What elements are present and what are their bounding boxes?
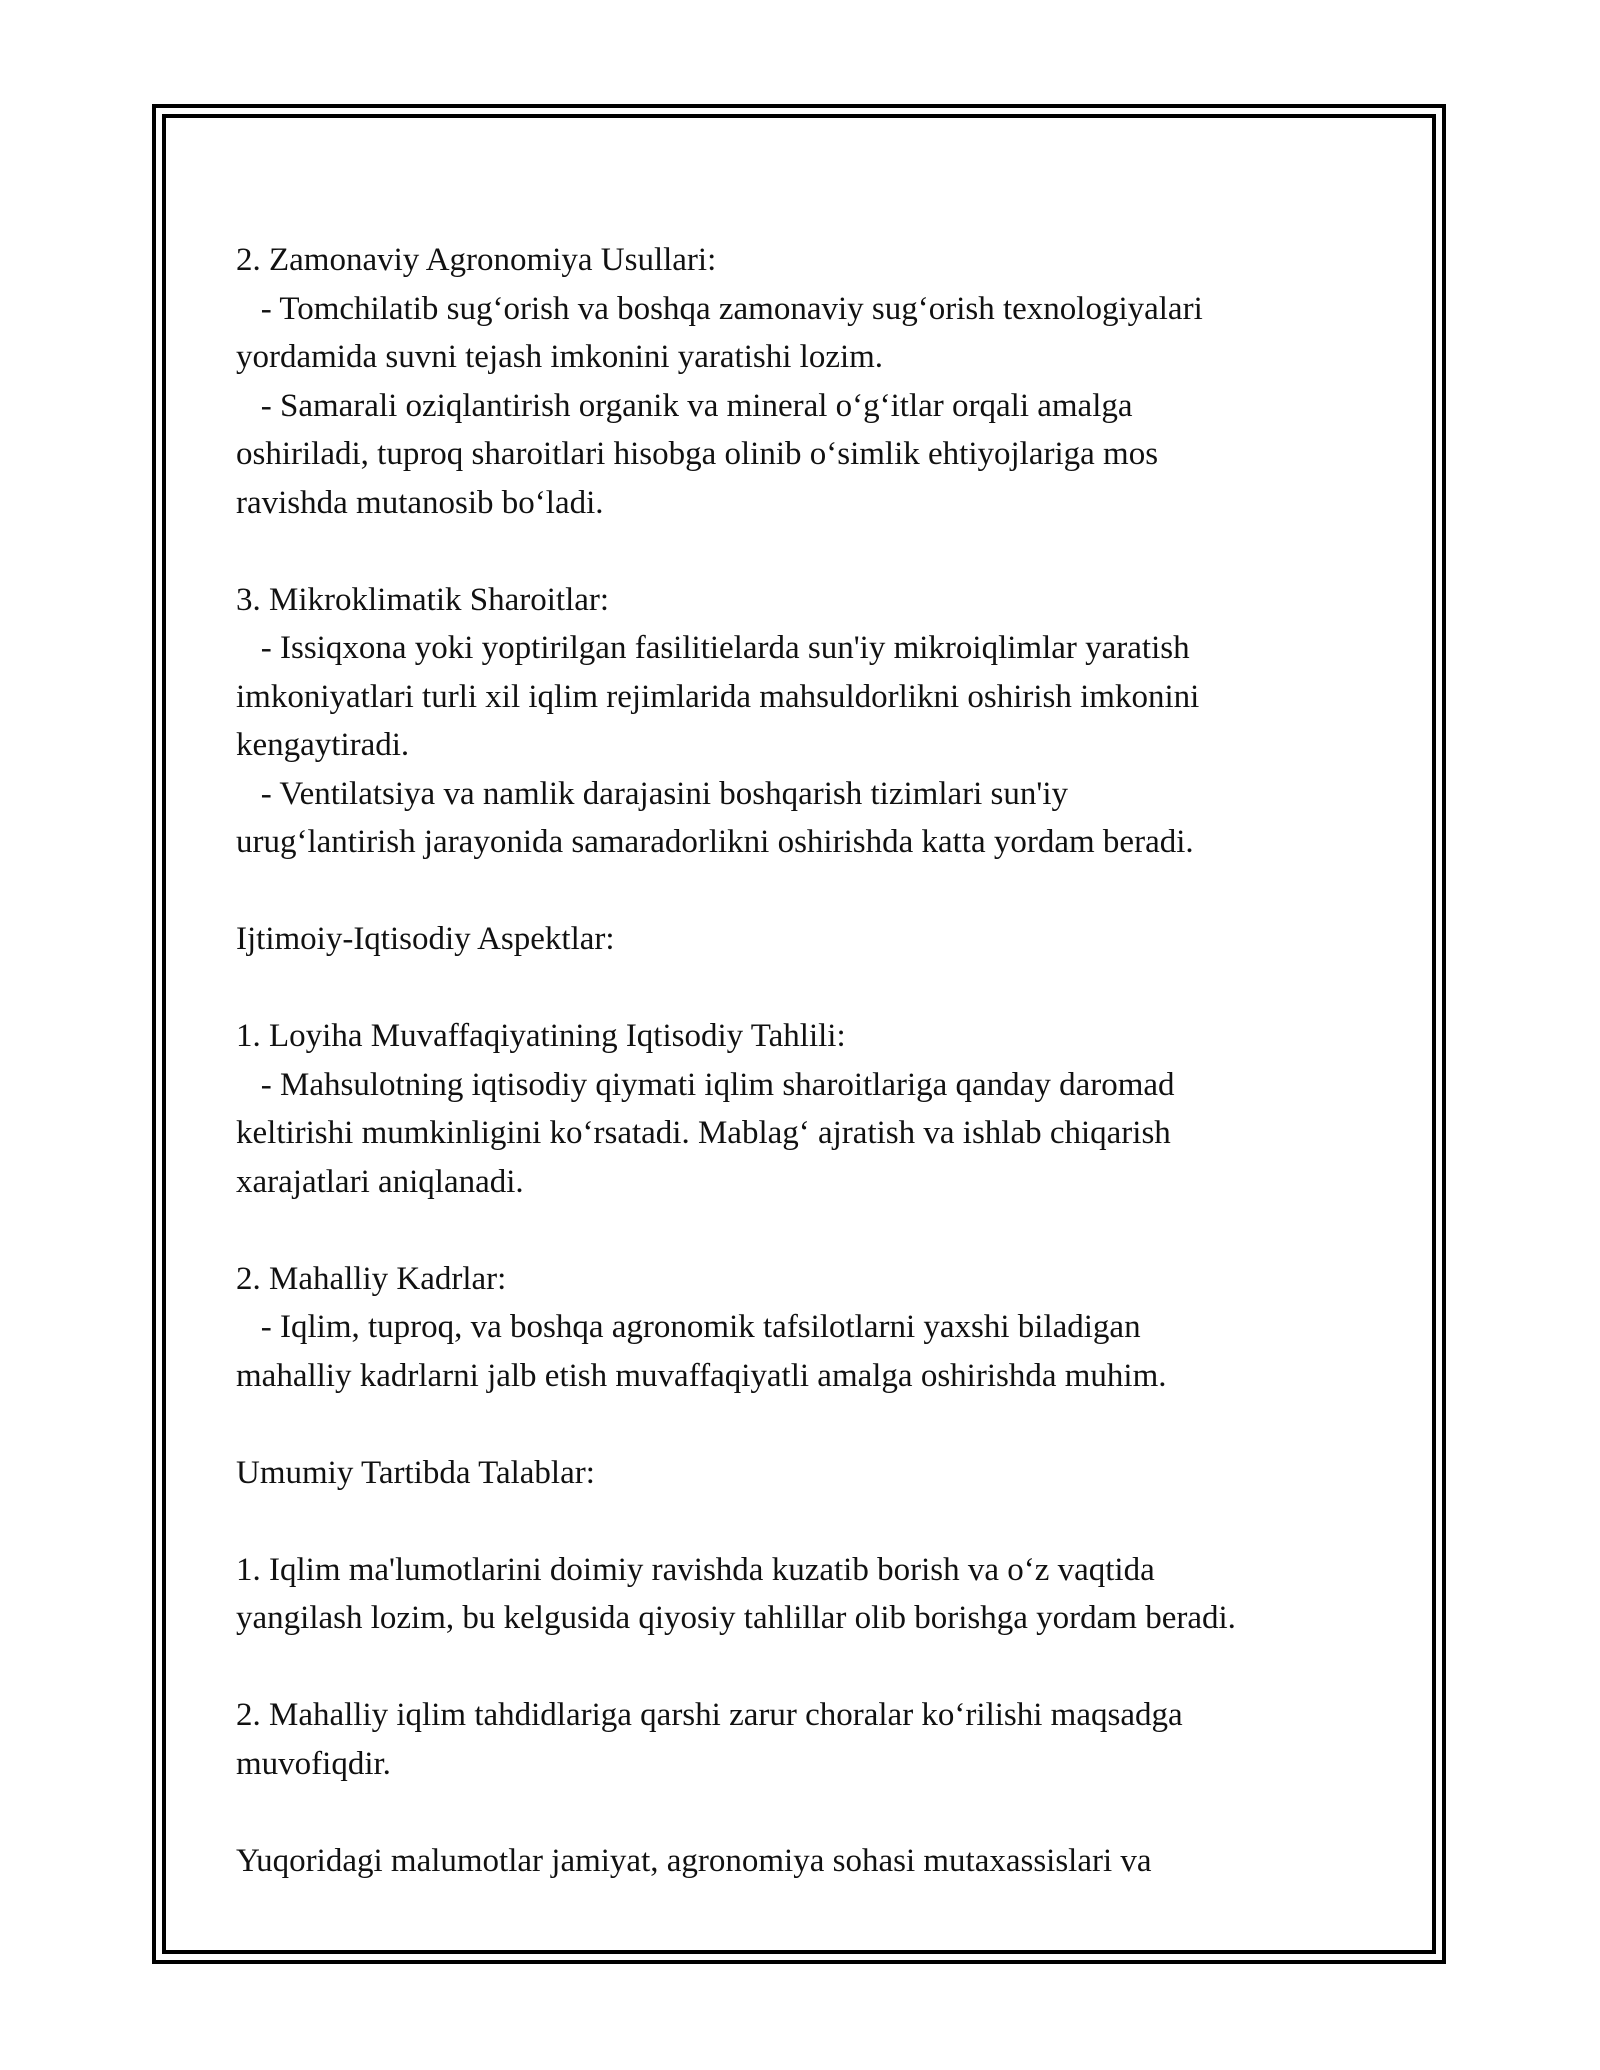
spacer [236, 867, 1360, 916]
paragraph-line: Yuqoridagi malumotlar jamiyat, agronomiya sohasi mutaxassislari va [236, 1842, 1152, 1879]
section-heading: Umumiy Tartibda Talablar: [236, 1454, 595, 1491]
section-local-staff [236, 1255, 1360, 1401]
paragraph-line: - Samarali oziqlantirish organik va mineral o‘g‘itlar orqali amalga [236, 387, 1133, 424]
paragraph-line: kengaytiradi. [236, 727, 410, 763]
spacer [236, 527, 1360, 576]
paragraph-line: mahalliy kadrlarni jalb etish muvaffaqiyatli amalga oshirishda muhim. [236, 1357, 1167, 1394]
spacer [236, 1497, 1360, 1546]
paragraph-line: - Iqlim, tuproq, va boshqa agronomik tafsilotlarni yaxshi biladigan [236, 1309, 1141, 1345]
section-heading: 2. Zamonaviy Agronomiya Usullari: [236, 242, 717, 278]
section-economic-analysis [236, 1012, 1360, 1206]
paragraph-line: ravishda mutanosib bo‘ladi. [236, 484, 604, 521]
section-requirement-2 [236, 1691, 1360, 1788]
section-heading: Ijtimoiy-Iqtisodiy Aspektlar: [236, 921, 615, 957]
spacer [236, 1206, 1360, 1255]
section-socio-economic [236, 915, 1360, 964]
paragraph-line: urug‘lantirish jarayonida samaradorlikni oshirishda katta yordam beradi. [236, 824, 1194, 860]
paragraph-line: keltirishi mumkinligini ko‘rsatadi. Mablag‘ ajratish va ishlab chiqarish [236, 1115, 1171, 1151]
section-heading: 2. Mahalliy Kadrlar: [236, 1260, 507, 1297]
paragraph-line: xarajatlari aniqlanadi. [236, 1163, 524, 1200]
paragraph-line: - Tomchilatib sug‘orish va boshqa zamonaviy sug‘orish texnologiyalari [236, 290, 1203, 327]
section-heading: 3. Mikroklimatik Sharoitlar: [236, 581, 610, 618]
paragraph-line: - Issiqxona yoki yoptirilgan fasilitielarda sun'iy mikroiqlimlar yaratish [236, 630, 1190, 666]
section-conclusion [236, 1837, 1360, 1886]
section-agronomy-methods [236, 236, 1360, 527]
paragraph-line: 1. Iqlim ma'lumotlarini doimiy ravishda kuzatib borish va o‘z vaqtida [236, 1551, 1155, 1588]
section-heading: 1. Loyiha Muvaffaqiyatining Iqtisodiy Tahlili: [236, 1018, 846, 1054]
paragraph-line: yangilash lozim, bu kelgusida qiyosiy tahlillar olib borishga yordam beradi. [236, 1600, 1236, 1636]
spacer [236, 1400, 1360, 1449]
document-body [236, 236, 1360, 1885]
section-general-requirements [236, 1449, 1360, 1498]
spacer [236, 1788, 1360, 1837]
paragraph-line: 2. Mahalliy iqlim tahdidlariga qarshi zarur choralar ko‘rilishi maqsadga [236, 1697, 1183, 1733]
paragraph-line: yordamida suvni tejash imkonini yaratishi lozim. [236, 339, 884, 375]
paragraph-line: - Ventilatsiya va namlik darajasini boshqarish tizimlari sun'iy [236, 775, 1069, 812]
spacer [236, 964, 1360, 1013]
paragraph-line: oshiriladi, tuproq sharoitlari hisobga olinib o‘simlik ehtiyojlariga mos [236, 436, 1159, 472]
paragraph-line: muvofiqdir. [236, 1745, 391, 1782]
spacer [236, 1643, 1360, 1692]
paragraph-line: - Mahsulotning iqtisodiy qiymati iqlim sharoitlariga qanday daromad [236, 1066, 1175, 1103]
paragraph-line: imkoniyatlari turli xil iqlim rejimlarida mahsuldorlikni oshirish imkonini [236, 678, 1200, 715]
section-requirement-1 [236, 1546, 1360, 1643]
section-microclimate [236, 576, 1360, 867]
